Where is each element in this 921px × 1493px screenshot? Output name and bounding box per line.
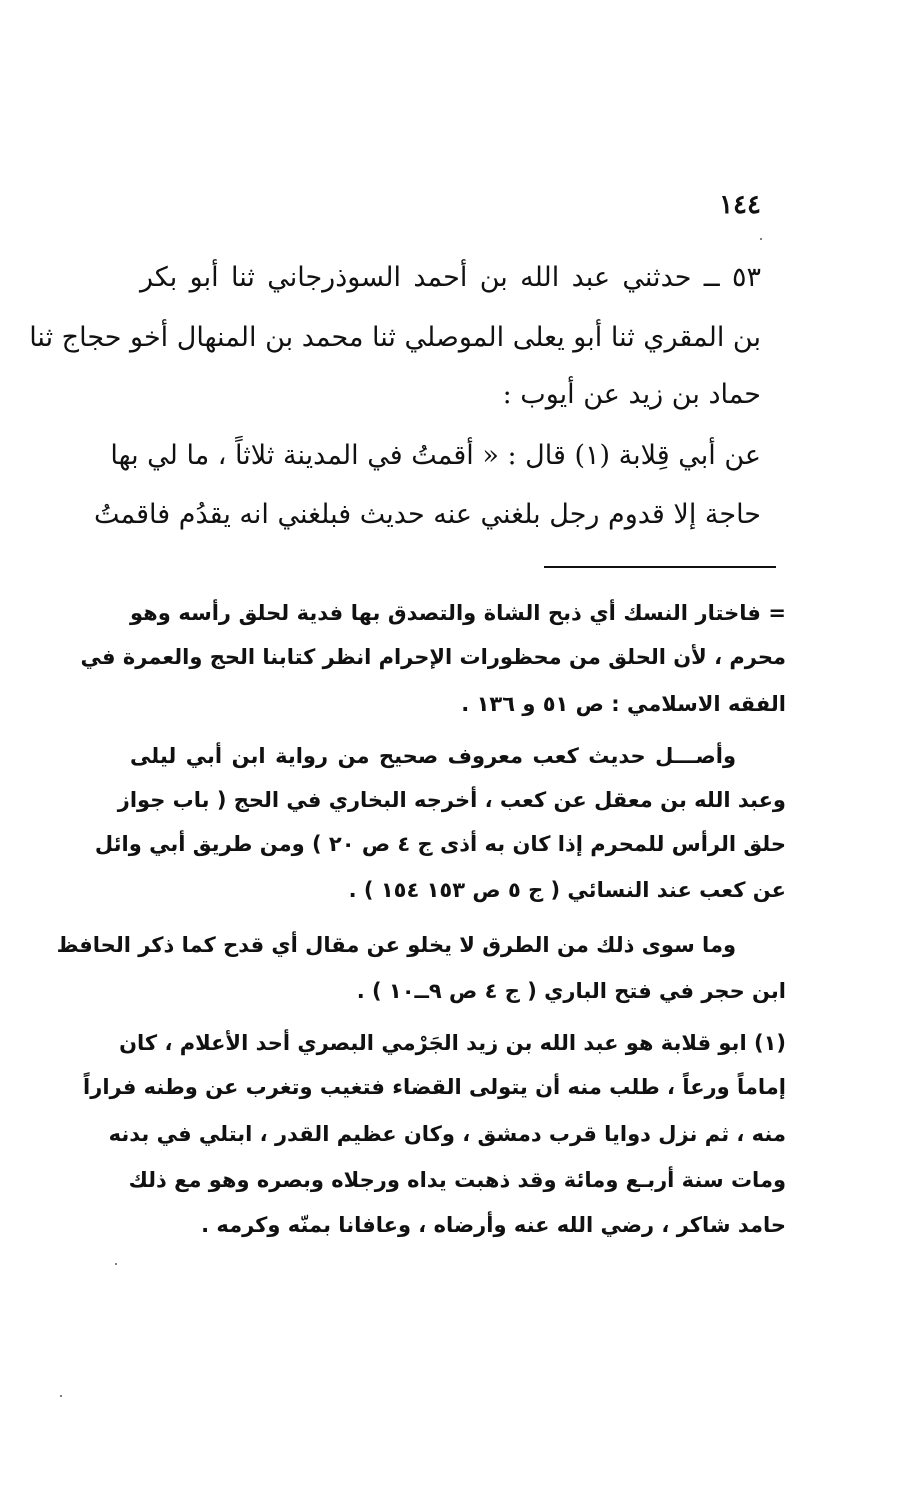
footnote-line: إماماً ورعاً ، طلب منه أن يتولى القضاء فتغيب وتغرب عن وطنه فراراً bbox=[83, 1075, 786, 1099]
main-text-line: حماد بن زيد عن أيوب : bbox=[502, 379, 761, 410]
scan-speck bbox=[115, 1263, 117, 1265]
footnote-line: وما سوى ذلك من الطرق لا يخلو عن مقال أي قدح كما ذكر الحافظ bbox=[56, 933, 736, 957]
footnote-line: محرم ، لأن الحلق من محظورات الإحرام انظر كتابنا الحج والعمرة في bbox=[80, 645, 786, 669]
footnote-line: وأصـــل حديث كعب معروف صحيح من رواية ابن أبي ليلى bbox=[130, 744, 736, 768]
page-number: ١٤٤ bbox=[719, 190, 761, 220]
footnote-line: = فاختار النسك أي ذبح الشاة والتصدق بها فدية لحلق رأسه وهو bbox=[130, 601, 786, 625]
footnote-divider bbox=[544, 566, 776, 568]
scan-speck bbox=[60, 1395, 62, 1397]
footnote-line: منه ، ثم نزل دوايا قرب دمشق ، وكان عظيم القدر ، ابتلي في بدنه bbox=[108, 1122, 786, 1146]
footnote-line: عن كعب عند النسائي ( ج ٥ ص ١٥٣ ١٥٤ ) . bbox=[348, 878, 786, 902]
footnote-line: حامد شاكر ، رضي الله عنه وأرضاه ، وعافانا بمنّه وكرمه . bbox=[201, 1213, 786, 1237]
scan-speck bbox=[760, 238, 762, 240]
main-text-line: عن أبي قِلابة (١) قال : « أقمتُ في المدينة ثلاثاً ، ما لي بها bbox=[110, 440, 761, 471]
footnote-line: (١) ابو قلابة هو عبد الله بن زيد الجَرْمي البصري أحد الأعلام ، كان bbox=[119, 1031, 786, 1055]
main-text-line: ٥٣ ــ حدثني عبد الله بن أحمد السوذرجاني ثنا أبو بكر bbox=[140, 262, 761, 293]
footnote-line: الفقه الاسلامي : ص ٥١ و ١٣٦ . bbox=[461, 692, 786, 716]
footnote-line: وعبد الله بن معقل عن كعب ، أخرجه البخاري في الحج ( باب جواز bbox=[117, 788, 786, 812]
footnote-line: ابن حجر في فتح الباري ( ج ٤ ص ٩ــ١٠ ) . bbox=[356, 979, 786, 1003]
main-text-line: حاجة إلا قدوم رجل بلغني عنه حديث فبلغني انه يقدُم فاقمتُ bbox=[94, 499, 761, 530]
footnote-line: حلق الرأس للمحرم إذا كان به أذى ج ٤ ص ٢٠ ) ومن طريق أبي وائل bbox=[94, 832, 786, 856]
footnote-line: ومات سنة أربـع ومائة وقد ذهبت يداه ورجلاه وبصره وهو مع ذلك bbox=[128, 1168, 786, 1192]
main-text-line: بن المقري ثنا أبو يعلى الموصلي ثنا محمد بن المنهال أخو حجاج ثنا bbox=[29, 322, 761, 353]
